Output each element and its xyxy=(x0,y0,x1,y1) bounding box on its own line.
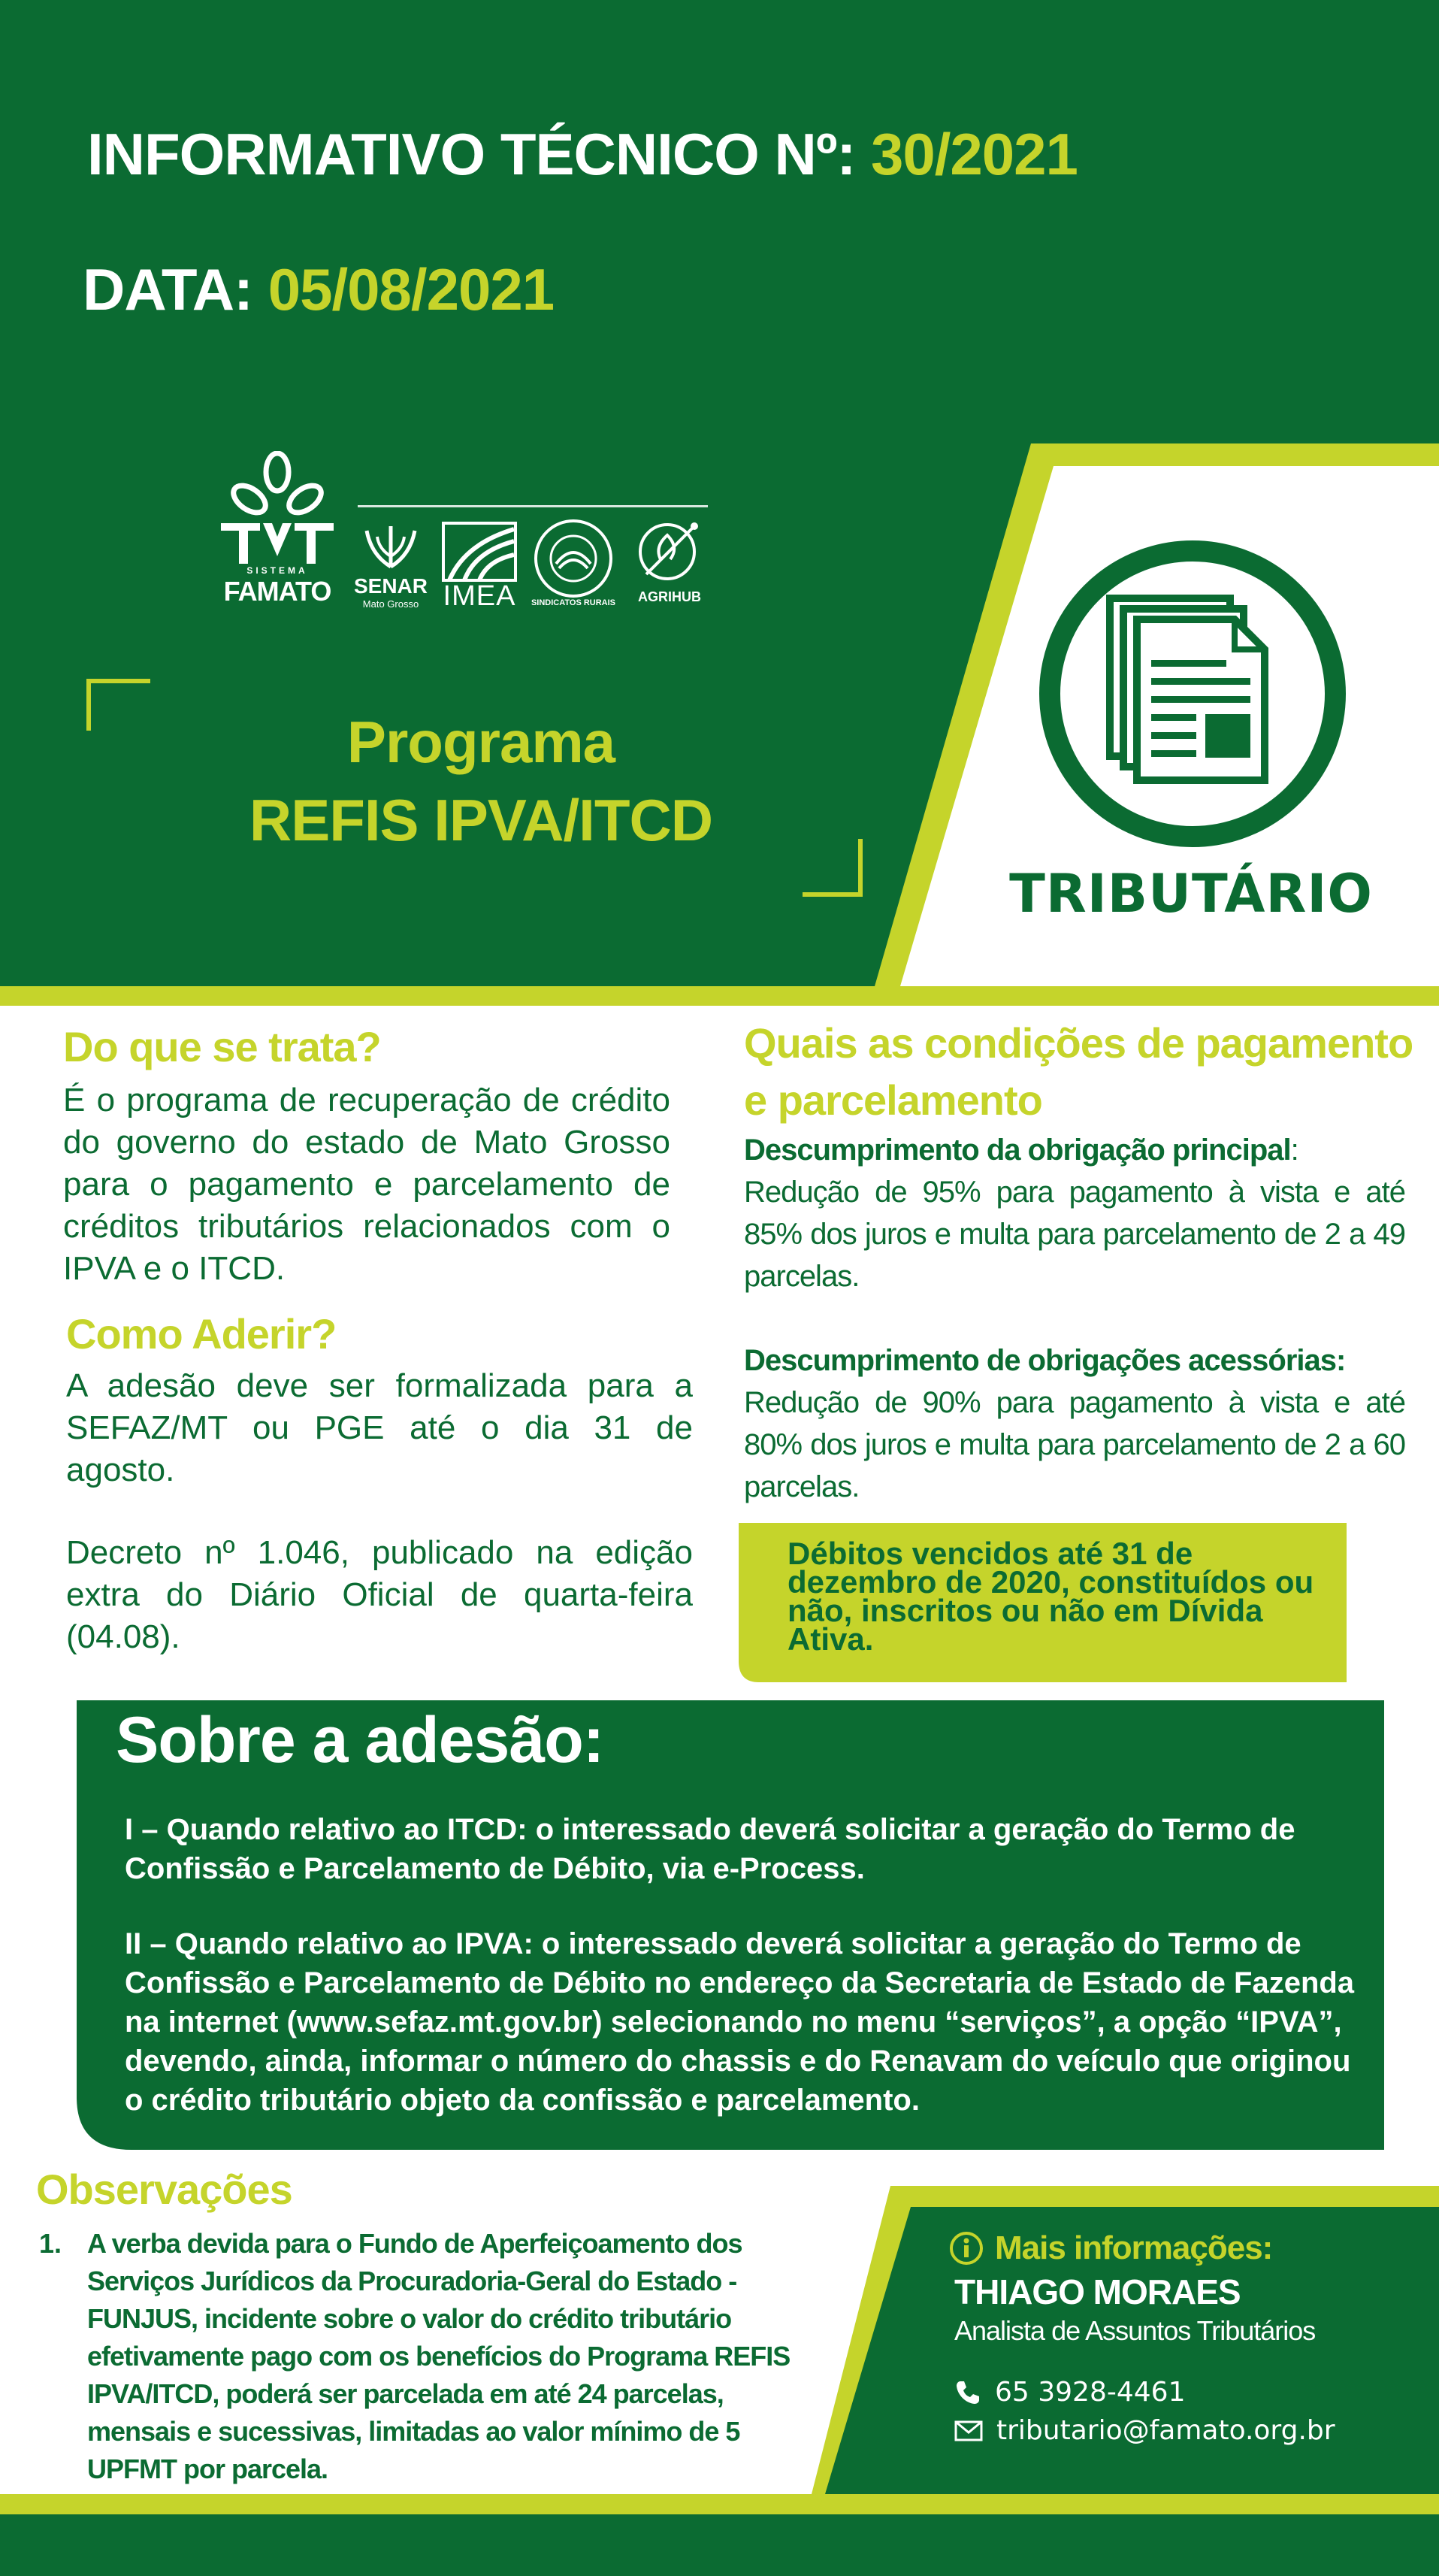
info-icon xyxy=(948,2230,984,2266)
famato-small-label: SISTEMA xyxy=(246,565,308,576)
senar-sub-label: Mato Grosso xyxy=(362,598,419,610)
principal-block xyxy=(744,1129,1405,1297)
category-label: TRIBUTÁRIO xyxy=(1009,863,1373,925)
accessory-block xyxy=(744,1339,1405,1508)
senar-logo-icon xyxy=(361,520,421,573)
contact-card xyxy=(948,2229,1414,2446)
sindicatos-label: SINDICATOS RURAIS xyxy=(531,598,616,607)
contact-heading-row xyxy=(948,2229,1414,2267)
report-title-label: INFORMATIVO TÉCNICO Nº: xyxy=(87,121,856,187)
program-title-line1: Programa xyxy=(346,709,615,775)
senar-label: SENAR xyxy=(353,574,428,598)
header-lime-stripe xyxy=(0,986,1439,1006)
footer-lime-stripe xyxy=(0,2494,825,2514)
agrihub-label: AGRIHUB xyxy=(638,589,701,604)
contact-name: THIAGO MORAES xyxy=(954,2272,1241,2311)
document-icon xyxy=(1038,540,1347,848)
principal-title-line xyxy=(744,1129,1405,1171)
phone-icon xyxy=(954,2379,981,2406)
observation-number: 1. xyxy=(39,2228,62,2259)
debts-text: Débitos vencidos até 31 de dezembro de 2020, constituídos ou não, inscritos ou não em Dívida Ativa. xyxy=(788,1536,1314,1657)
logos-divider xyxy=(358,505,708,507)
famato-logo-icon xyxy=(215,451,340,564)
agrihub-logo-icon xyxy=(631,517,706,585)
adesao-heading: Sobre a adesão: xyxy=(116,1704,604,1776)
contact-heading: Mais informações: xyxy=(995,2229,1273,2266)
contact-phone-row xyxy=(954,2377,1414,2408)
program-title xyxy=(180,703,781,859)
observations-heading: Observações xyxy=(36,2166,292,2213)
contact-email[interactable]: tributario@famato.org.br xyxy=(996,2415,1335,2446)
famato-label: FAMATO xyxy=(223,576,331,607)
how-heading: Como Aderir? xyxy=(66,1310,337,1358)
observation-item xyxy=(39,2225,821,2488)
imea-logo-icon xyxy=(442,522,517,582)
observations-list xyxy=(39,2225,821,2488)
principal-colon: : xyxy=(1290,1134,1298,1167)
conditions-heading-line2: e parcelamento xyxy=(744,1076,1042,1124)
principal-text: Redução de 95% para pagamento à vista e até 85% dos juros e multa para parcelamento de 2 a 49 parcelas. xyxy=(744,1176,1405,1293)
program-title-line2: REFIS IPVA/ITCD xyxy=(249,787,713,853)
contact-role: Analista de Assuntos Tributários xyxy=(954,2315,1316,2346)
principal-title: Descumprimento da obrigação principal xyxy=(744,1134,1291,1167)
email-icon xyxy=(954,2420,983,2442)
what-text: É o programa de recuperação de crédito do governo do estado de Mato Grosso para o pagamento e parcelamento de créditos tributários relacionados com o IPVA e o ITCD. xyxy=(63,1082,670,1287)
partner-logos xyxy=(210,451,714,616)
sindicatos-logo-icon xyxy=(534,519,613,598)
report-number: 30/2021 xyxy=(870,121,1078,187)
how-text: A adesão deve ser formalizada para a SEFAZ/MT ou PGE até o dia 31 de agosto. xyxy=(66,1367,693,1488)
conditions-heading-line1: Quais as condições de pagamento xyxy=(744,1019,1413,1067)
adesao-item-2: II – Quando relativo ao IPVA: o interessado deverá solicitar a geração do Termo de Confissão e Parcelamento de Débito no endereço da Secretaria de Estado de Fazenda na internet (www.sefaz.mt.gov.br) selecionando no menu “serviços”, a opção “IPVA”, devendo, ainda, informar o número do chassis e do Renavam do veículo que originou o crédito tributário objeto da confissão e parcelamento. xyxy=(125,1927,1355,2117)
accessory-title: Descumprimento de obrigações acessórias: xyxy=(744,1344,1346,1377)
report-date-label: DATA: xyxy=(83,256,253,322)
contact-email-row xyxy=(954,2415,1414,2446)
decree-text: Decreto nº 1.046, publicado na edição extra do Diário Oficial de quarta-feira (04.08). xyxy=(66,1534,693,1655)
report-date xyxy=(83,256,554,324)
what-heading: Do que se trata? xyxy=(63,1023,381,1070)
adesao-item-1: I – Quando relativo ao ITCD: o interessado deverá solicitar a geração do Termo de Confissão e Parcelamento de Débito, via e-Process. xyxy=(125,1813,1295,1885)
report-date-value: 05/08/2021 xyxy=(268,256,555,322)
accessory-text: Redução de 90% para pagamento à vista e até 80% dos juros e multa para parcelamento de 2 a 60 parcelas. xyxy=(744,1386,1405,1503)
report-title xyxy=(87,120,1078,189)
observation-text: A verba devida para o Fundo de Aperfeiçoamento dos Serviços Jurídicos da Procuradoria-Geral do Estado - FUNJUS, incidente sobre o valor do crédito tributário efetivamente pago com os benefícios do Programa REFIS IPVA/ITCD, poderá ser parcelada em até 24 parcelas, mensais e sucessivas, limitadas ao valor mínimo de 5 UPFMT por parcela. xyxy=(87,2228,791,2484)
contact-phone[interactable]: 65 3928-4461 xyxy=(995,2377,1186,2408)
conditions-heading xyxy=(744,1015,1413,1129)
imea-label: IMEA xyxy=(443,580,516,612)
